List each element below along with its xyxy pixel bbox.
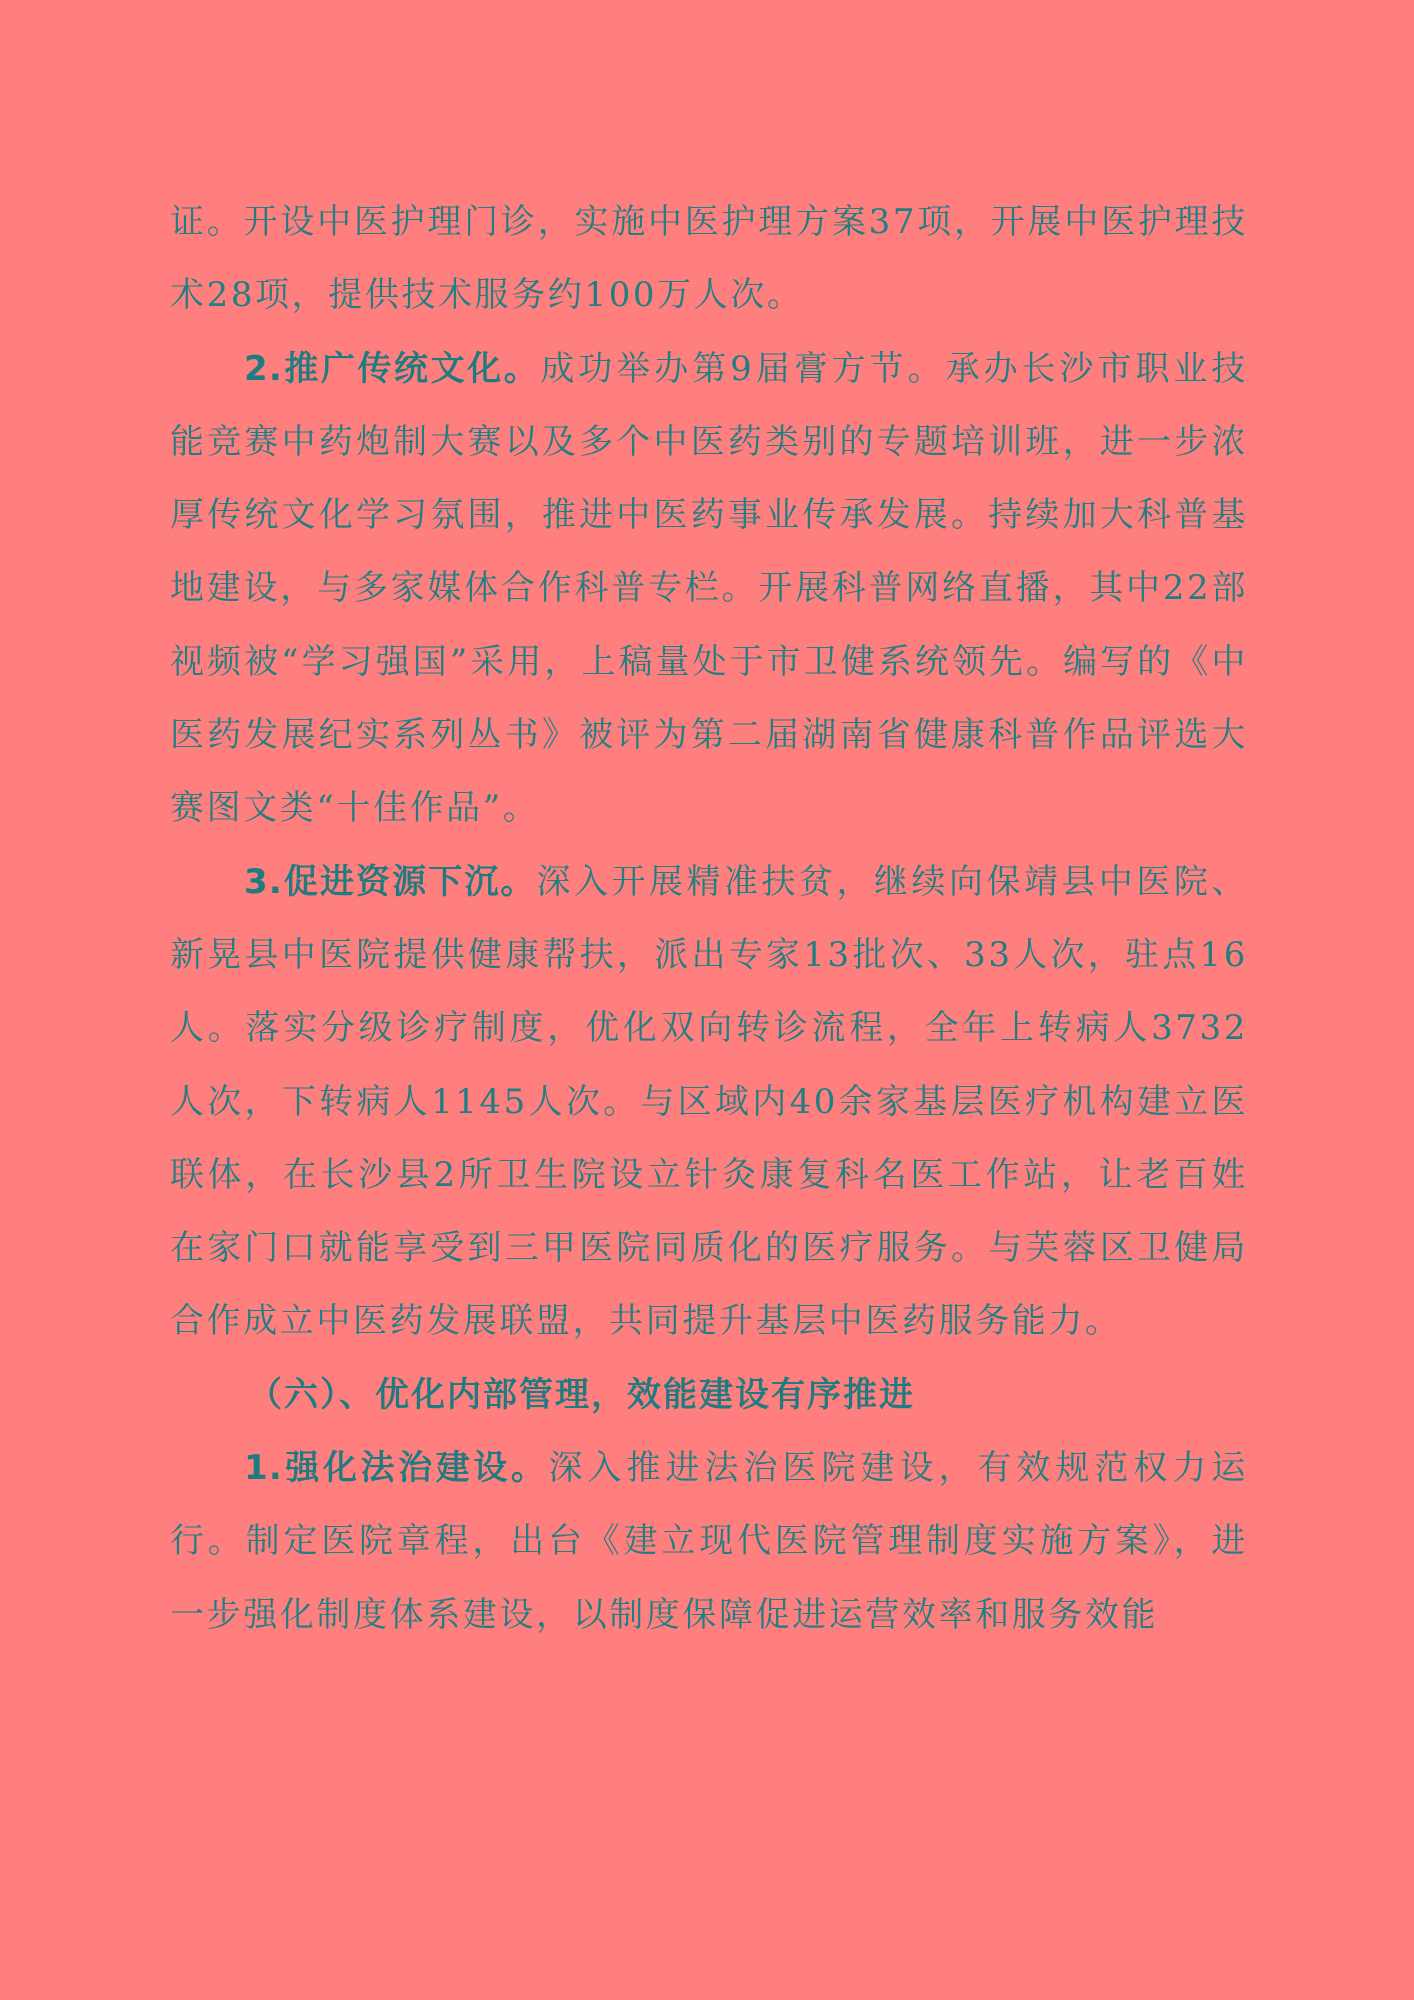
paragraph-lead: 3.促进资源下沉。 bbox=[244, 861, 537, 902]
paragraph-lead: 2.推广传统文化。 bbox=[244, 348, 541, 389]
paragraph-text: 深入开展精准扶贫，继续向保靖县中医院、新晃县中医院提供健康帮扶，派出专家13批次、33人次，驻点16人。落实分级诊疗制度，优化双向转诊流程，全年上转病人3732人次，下转病人1145人次。与区域内40余家基层医疗机构建立医联体，在长沙县2所卫生院设立针灸康复科名医工作站，让老百姓在家门口就能享受到三甲医院同质化的医疗服务。与芙蓉区卫健局合作成立中医药发展联盟，共同提升基层中医药服务能力。 bbox=[170, 861, 1249, 1342]
paragraph-lead: 1.强化法治建设。 bbox=[244, 1448, 549, 1489]
paragraph-text: 深入推进法治医院建设，有效规范权力运行。制定医院章程，出台《建立现代医院管理制度实施方案》，进一步强化制度体系建设，以制度保障促进运营效率和服务效能 bbox=[170, 1448, 1248, 1635]
paragraph-rule-of-law bbox=[170, 1432, 1248, 1652]
paragraph-text: 成功举办第9届膏方节。承办长沙市职业技能竞赛中药炮制大赛以及多个中医药类别的专题培训班，进一步浓厚传统文化学习氛围，推进中医药事业传承发展。持续加大科普基地建设，与多家媒体合作科普专栏。开展科普网络直播，其中22部视频被“学习强国”采用，上稿量处于市卫健系统领先。编写的《中医药发展纪实系列丛书》被评为第二届湖南省健康科普作品评选大赛图文类“十佳作品”。 bbox=[170, 348, 1249, 829]
section-heading: （六）、优化内部管理，效能建设有序推进 bbox=[248, 1374, 915, 1415]
paragraph-nursing-continuation bbox=[170, 186, 1248, 333]
paragraph-promote-traditional-culture bbox=[170, 333, 1248, 846]
paragraph-text: 证。开设中医护理门诊，实施中医护理方案37项，开展中医护理技术28项，提供技术服务约100万人次。 bbox=[170, 202, 1248, 316]
paragraph-resource-sinking bbox=[170, 846, 1248, 1359]
document-body bbox=[170, 186, 1248, 1652]
